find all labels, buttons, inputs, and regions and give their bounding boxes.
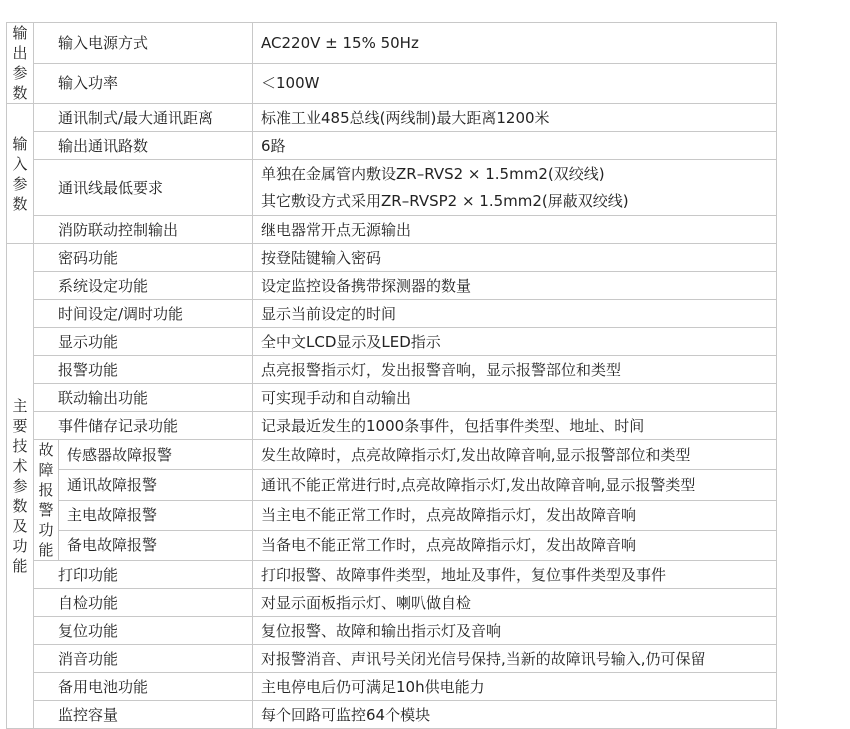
param-name: 时间设定/调时功能	[34, 300, 253, 328]
param-name: 通讯故障报警	[59, 470, 253, 500]
table-row	[7, 617, 777, 645]
section-label-main: 主要技术参数及功能	[7, 244, 34, 729]
table-row	[7, 412, 777, 440]
param-value: 每个回路可监控64个模块	[253, 701, 777, 729]
section-label-fault: 故障报警功能	[34, 440, 59, 561]
table-row	[7, 440, 777, 470]
table-row	[7, 356, 777, 384]
param-value: 发生故障时，点亮故障指示灯,发出故障音响,显示报警部位和类型	[253, 440, 777, 470]
param-value: ＜100W	[253, 63, 777, 104]
param-value: 点亮报警指示灯，发出报警音响，显示报警部位和类型	[253, 356, 777, 384]
param-value: 继电器常开点无源输出	[253, 216, 777, 244]
param-name: 自检功能	[34, 589, 253, 617]
spec-table	[6, 22, 777, 729]
param-value: 按登陆键输入密码	[253, 244, 777, 272]
param-value: AC220V ± 15% 50Hz	[253, 23, 777, 64]
table-row	[7, 104, 777, 132]
param-value: 可实现手动和自动输出	[253, 384, 777, 412]
param-name: 联动输出功能	[34, 384, 253, 412]
table-row	[7, 645, 777, 673]
param-name: 监控容量	[34, 701, 253, 729]
table-row	[7, 160, 777, 216]
table-row	[7, 63, 777, 104]
param-value: 打印报警、故障事件类型，地址及事件，复位事件类型及事件	[253, 561, 777, 589]
table-row	[7, 244, 777, 272]
table-row	[7, 701, 777, 729]
param-value: 对报警消音、声讯号关闭光信号保持,当新的故障讯号输入,仍可保留	[253, 645, 777, 673]
param-name: 备电故障报警	[59, 530, 253, 560]
table-row	[7, 272, 777, 300]
table-row	[7, 561, 777, 589]
param-value: 记录最近发生的1000条事件，包括事件类型、地址、时间	[253, 412, 777, 440]
param-name: 输出通讯路数	[34, 132, 253, 160]
param-value: 标准工业485总线(两线制)最大距离1200米	[253, 104, 777, 132]
table-row	[7, 216, 777, 244]
param-value: 复位报警、故障和输出指示灯及音响	[253, 617, 777, 645]
param-name: 通讯线最低要求	[34, 160, 253, 216]
section-label-input: 输入参数	[7, 104, 34, 244]
table-row	[7, 530, 777, 560]
param-value-line-1: 单独在金属管内敷设ZR–RVS2 × 1.5mm2(双绞线)	[261, 164, 605, 183]
param-value-line-2: 其它敷设方式采用ZR–RVSP2 × 1.5mm2(屏蔽双绞线)	[261, 191, 629, 210]
param-value: 全中文LCD显示及LED指示	[253, 328, 777, 356]
section-label-output: 输出参数	[7, 23, 34, 104]
param-value: 通讯不能正常进行时,点亮故障指示灯,发出故障音响,显示报警类型	[253, 470, 777, 500]
param-name: 输入功率	[34, 63, 253, 104]
param-name: 显示功能	[34, 328, 253, 356]
param-name: 传感器故障报警	[59, 440, 253, 470]
table-row	[7, 23, 777, 64]
param-name: 通讯制式/最大通讯距离	[34, 104, 253, 132]
param-value: 6路	[253, 132, 777, 160]
param-name: 消防联动控制输出	[34, 216, 253, 244]
param-name: 系统设定功能	[34, 272, 253, 300]
param-value: 对显示面板指示灯、喇叭做自检	[253, 589, 777, 617]
table-row	[7, 500, 777, 530]
param-name: 备用电池功能	[34, 673, 253, 701]
table-row	[7, 673, 777, 701]
param-name: 消音功能	[34, 645, 253, 673]
table-row	[7, 328, 777, 356]
param-value: 当备电不能正常工作时，点亮故障指示灯，发出故障音响	[253, 530, 777, 560]
param-name: 事件储存记录功能	[34, 412, 253, 440]
table-row	[7, 300, 777, 328]
param-name: 报警功能	[34, 356, 253, 384]
table-row	[7, 132, 777, 160]
param-name: 主电故障报警	[59, 500, 253, 530]
param-name: 输入电源方式	[34, 23, 253, 64]
param-name: 密码功能	[34, 244, 253, 272]
param-value: 主电停电后仍可满足10h供电能力	[253, 673, 777, 701]
param-value: 当主电不能正常工作时，点亮故障指示灯，发出故障音响	[253, 500, 777, 530]
param-name: 复位功能	[34, 617, 253, 645]
param-value: 显示当前设定的时间	[253, 300, 777, 328]
param-name: 打印功能	[34, 561, 253, 589]
param-value	[253, 160, 777, 216]
table-row	[7, 384, 777, 412]
table-row	[7, 470, 777, 500]
param-value: 设定监控设备携带探测器的数量	[253, 272, 777, 300]
table-row	[7, 589, 777, 617]
